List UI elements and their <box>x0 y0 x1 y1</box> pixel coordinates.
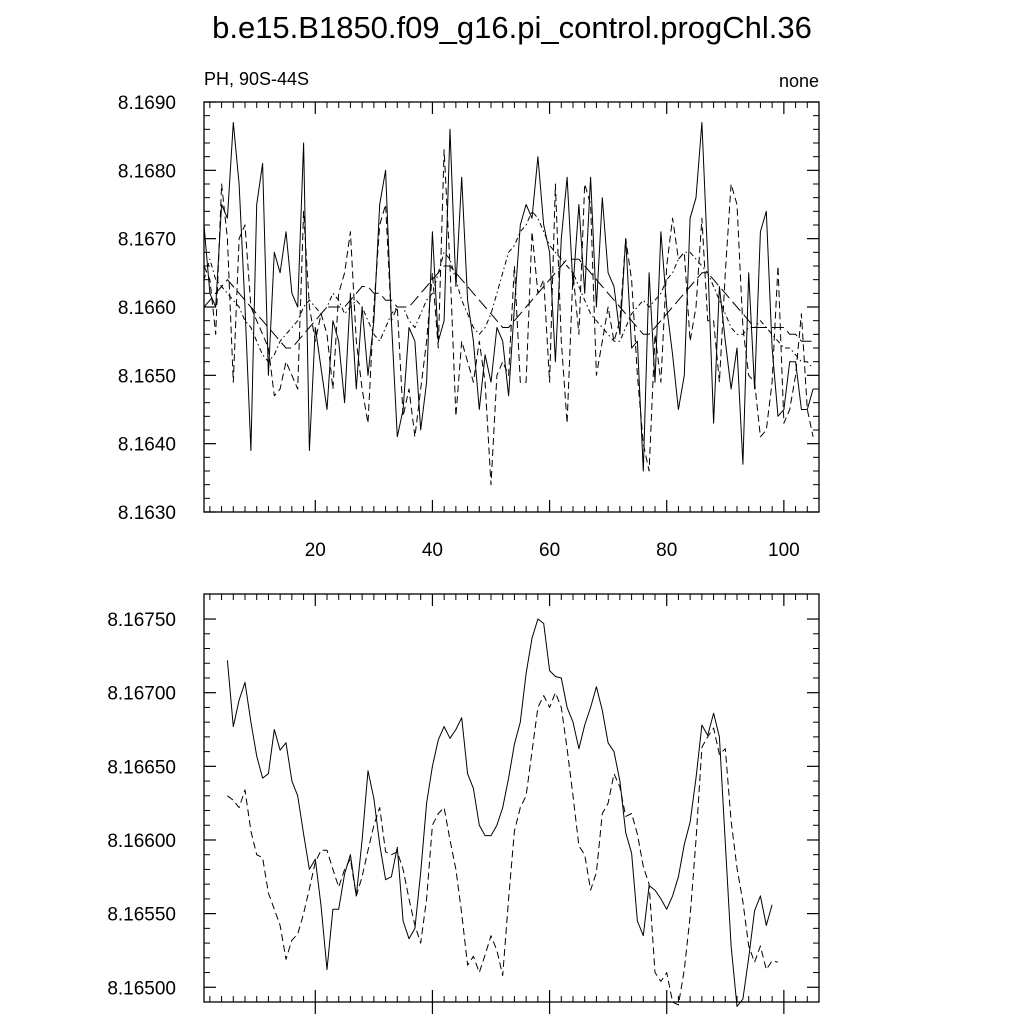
y-tick-label: 8.16500 <box>107 978 176 1000</box>
y-tick-label: 8.16600 <box>107 830 176 852</box>
y-tick-label: 8.16700 <box>107 683 176 705</box>
series-solid-line <box>204 123 813 472</box>
top-panel <box>118 69 819 561</box>
x-tick-label: 100 <box>768 540 800 561</box>
series-dashed-line <box>204 150 813 485</box>
y-tick-label: 8.1670 <box>117 229 176 251</box>
bottom-axis-ticks <box>204 594 819 1014</box>
bottom-panel <box>107 594 819 1014</box>
x-tick-label: 40 <box>421 540 443 561</box>
x-tick-label: 80 <box>656 540 678 561</box>
y-tick-label: 8.16750 <box>107 610 176 632</box>
y-tick-label: 8.1640 <box>117 434 176 456</box>
series-solid-line <box>227 619 772 1006</box>
y-tick-label: 8.1630 <box>117 503 176 524</box>
top-left-label: PH, 90S-44S <box>204 69 310 89</box>
y-tick-label: 8.1650 <box>117 366 176 388</box>
y-tick-label: 8.1660 <box>117 298 176 319</box>
top-axis-ticks <box>204 102 819 512</box>
bottom-series-group <box>227 619 778 1006</box>
top-series-group <box>204 123 813 485</box>
y-tick-label: 8.16550 <box>107 904 176 926</box>
figure-title: b.e15.B1850.f09_g16.pi_control.progChl.36 <box>212 10 812 45</box>
x-tick-label: 60 <box>539 540 561 561</box>
bottom-plot-frame <box>204 594 819 1002</box>
top-plot-frame <box>204 102 819 512</box>
x-tick-label: 20 <box>304 540 326 561</box>
y-tick-label: 8.1690 <box>117 93 176 114</box>
top-axis-labels <box>118 93 800 561</box>
y-tick-label: 8.1680 <box>117 161 176 183</box>
y-tick-label: 8.16650 <box>107 757 176 779</box>
bottom-axis-labels <box>107 610 176 999</box>
top-right-label: none <box>778 71 819 91</box>
series-dashed-line <box>227 693 778 1005</box>
